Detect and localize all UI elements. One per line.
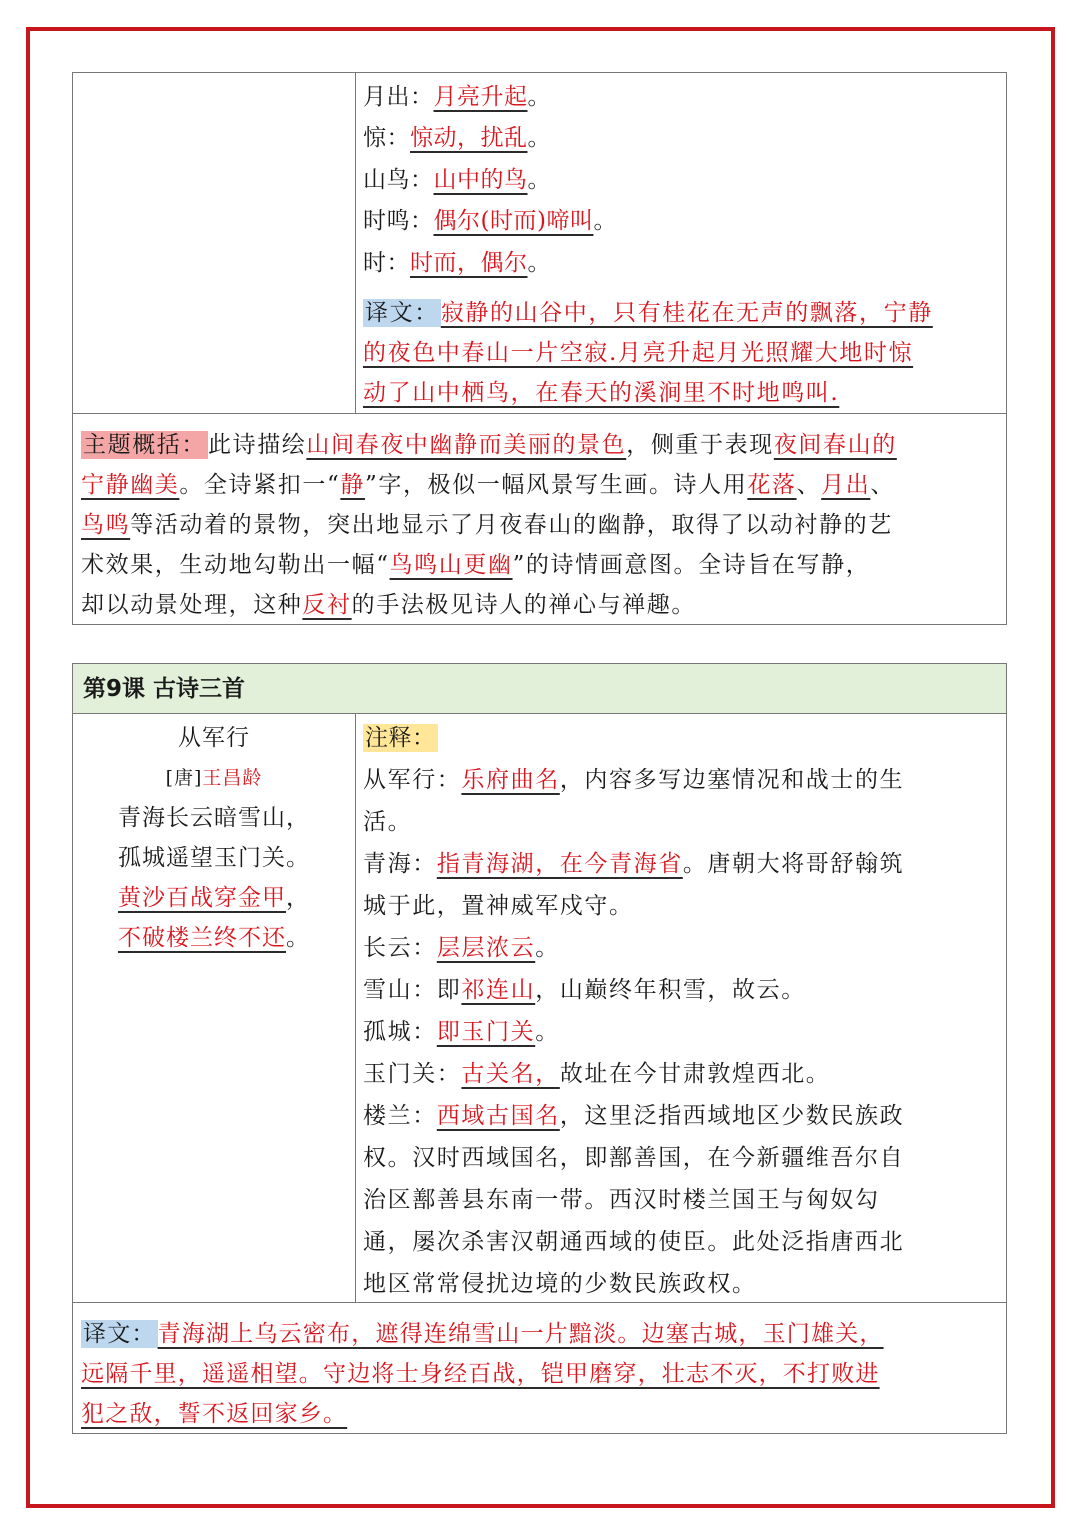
note-line: 月出：月亮升起。 <box>363 84 551 110</box>
note-line: 青海：指青海湖，在今青海省。唐朝大将哥舒翰筑 <box>363 851 905 877</box>
note-definition: 惊动，扰乱 <box>410 125 528 151</box>
note-line: 山鸟：山中的鸟。 <box>363 167 551 193</box>
note-line: 长云：层层浓云。 <box>363 935 560 961</box>
translation-line: 译文：寂静的山谷中，只有桂花在无声的飘落，宁静 <box>365 300 933 326</box>
note-line: 楼兰：西域古国名，这里泛指西域地区少数民族政 <box>363 1103 905 1129</box>
poem-line: 黄沙百战穿金甲， <box>118 885 310 911</box>
lesson-title: 第9课 古诗三首 <box>73 664 1006 714</box>
note-line: 地区常常侵扰边境的少数民族政权。 <box>363 1271 757 1297</box>
column-divider <box>355 73 356 413</box>
note-line: 时鸣：偶尔(时而)啼叫。 <box>363 208 617 234</box>
note-line: 孤城：即玉门关。 <box>363 1019 560 1045</box>
poem-title: 从军行 <box>178 725 250 751</box>
note-definition: 山中的鸟 <box>433 167 528 193</box>
note-line: 城于此，置神威军戍守。 <box>363 893 634 919</box>
note-definition: 偶尔(时而)啼叫 <box>433 208 594 234</box>
note-line: 玉门关：古关名，故址在今甘肃敦煌西北。 <box>363 1061 831 1087</box>
theme-line: 却以动景处理，这种反衬的手法极见诗人的禅心与禅趣。 <box>81 592 697 618</box>
note-line: 通，屡次杀害汉朝通西域的使臣。此处泛指唐西北 <box>363 1229 905 1255</box>
note-line: 活。 <box>363 809 413 835</box>
translation-line: 动了山中栖鸟，在春天的溪涧里不时地鸣叫. <box>363 380 840 406</box>
column-divider <box>355 714 356 1302</box>
note-line: 治区鄯善县东南一带。西汉时楼兰国王与匈奴勾 <box>363 1187 880 1213</box>
theme-line: 鸟鸣等活动着的景物，突出地显示了月夜春山的幽静，取得了以动衬静的艺 <box>81 512 893 538</box>
poem-line: 青海长云暗雪山， <box>118 805 310 831</box>
translation-line: 译文：青海湖上乌云密布，遮得连绵雪山一片黯淡。边塞古城，玉门雄关， <box>83 1321 884 1347</box>
theme-line: 主题概括：此诗描绘山间春夜中幽静而美丽的景色，侧重于表现夜间春山的 <box>83 432 897 458</box>
note-line: 雪山：即祁连山，山巅终年积雪，故云。 <box>363 977 806 1003</box>
theme-label: 主题概括： <box>83 432 206 458</box>
poem-author: [唐]王昌龄 <box>165 767 263 789</box>
note-line: 惊：惊动，扰乱。 <box>363 125 551 151</box>
note-definition: 月亮升起 <box>433 84 528 110</box>
note-line: 权。汉时西域国名，即鄯善国，在今新疆维吾尔自 <box>363 1145 905 1171</box>
theme-line: 宁静幽美。全诗紧扣一“静”字，极似一幅风景写生画。诗人用花落、月出、 <box>81 472 895 498</box>
prev-poem-table <box>72 72 1007 625</box>
poem-line: 不破楼兰终不还。 <box>118 925 310 951</box>
poem-line: 孤城遥望玉门关。 <box>118 845 310 871</box>
notes-label: 注释： <box>365 725 436 751</box>
translation-line: 远隔千里，遥遥相望。守边将士身经百战，铠甲磨穿，壮志不灭，不打败进 <box>81 1361 880 1387</box>
translation-label: 译文： <box>365 300 439 326</box>
lesson-table <box>72 663 1007 1434</box>
translation-line: 犯之敌，誓不返回家乡。 <box>81 1401 348 1427</box>
notes-header <box>363 722 438 754</box>
note-line: 从军行：乐府曲名，内容多写边塞情况和战士的生 <box>363 767 905 793</box>
row-divider <box>73 413 1006 414</box>
row-divider <box>73 1302 1006 1303</box>
note-definition: 时而，偶尔 <box>410 250 528 276</box>
note-line: 时：时而，偶尔。 <box>363 250 551 276</box>
translation-line: 的夜色中春山一片空寂.月亮升起月光照耀大地时惊 <box>363 340 914 366</box>
translation-label: 译文： <box>83 1321 156 1347</box>
theme-line: 术效果，生动地勾勒出一幅“鸟鸣山更幽”的诗情画意图。全诗旨在写静， <box>81 552 871 578</box>
